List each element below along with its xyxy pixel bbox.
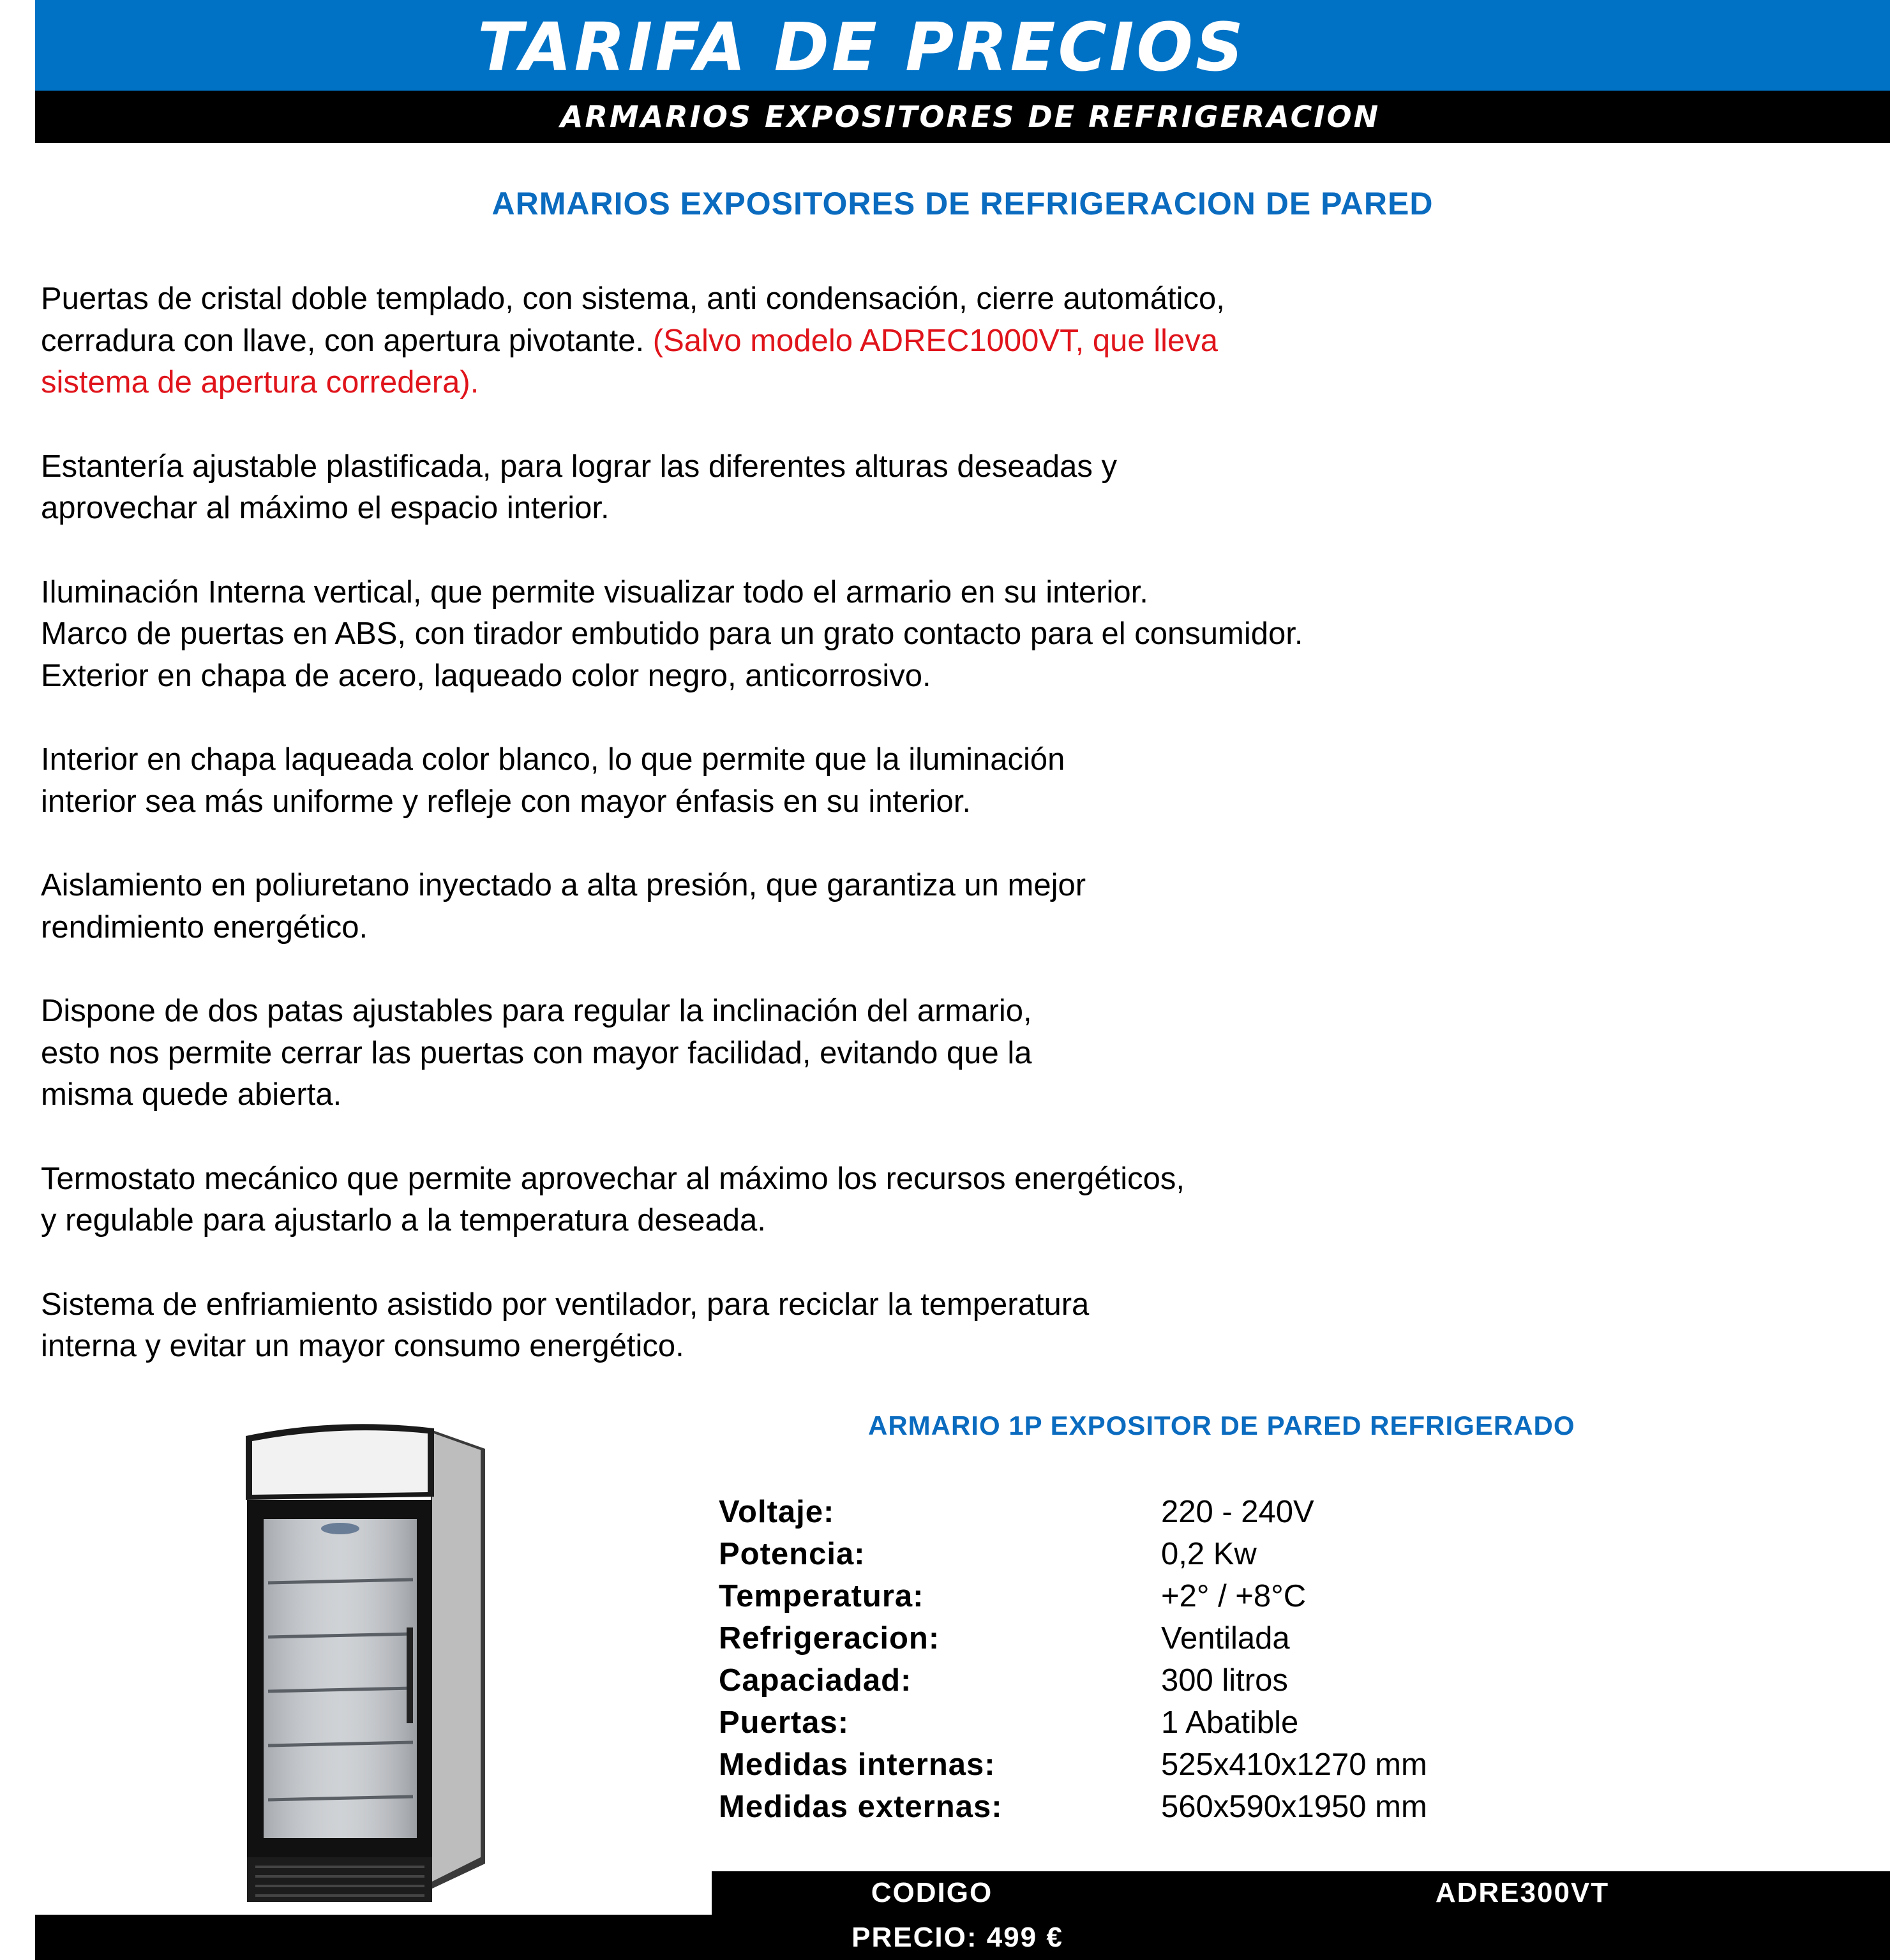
- description-line: cerradura con llave, con apertura pivotante.: [41, 323, 653, 358]
- description-paragraph: [41, 991, 1649, 1116]
- spec-label: Refrigeracion:: [719, 1621, 940, 1656]
- code-label: CODIGO: [871, 1877, 993, 1908]
- spec-value: 560x590x1950 mm: [1161, 1790, 1427, 1824]
- description-line: misma quede abierta.: [41, 1077, 342, 1112]
- description-line: Interior en chapa laqueada color blanco, lo que permite que la iluminación: [41, 742, 1065, 777]
- specifications-table: [719, 1491, 1676, 1828]
- description-paragraph: [41, 865, 1649, 948]
- spec-label: Medidas externas:: [719, 1790, 1003, 1824]
- description-note: sistema de apertura corredera).: [41, 365, 479, 400]
- spec-row: [719, 1575, 1676, 1617]
- spec-label: Medidas internas:: [719, 1747, 996, 1782]
- spec-label: Temperatura:: [719, 1579, 924, 1613]
- spec-row: [719, 1659, 1676, 1702]
- spec-value: 0,2 Kw: [1161, 1537, 1257, 1571]
- description-line: esto nos permite cerrar las puertas con mayor facilidad, evitando que la: [41, 1035, 1032, 1070]
- spec-row: [719, 1491, 1676, 1533]
- spec-value: 300 litros: [1161, 1663, 1288, 1698]
- description-line: aprovechar al máximo el espacio interior.: [41, 491, 610, 525]
- product-heading: ARMARIO 1P EXPOSITOR DE PARED REFRIGERADO: [868, 1410, 1575, 1440]
- spec-value: 220 - 240V: [1161, 1495, 1314, 1529]
- description-line: Iluminación Interna vertical, que permite visualizar todo el armario en su interior.: [41, 574, 1148, 610]
- description-line: interna y evitar un mayor consumo energético.: [41, 1329, 684, 1363]
- page-title: TARIFA DE PRECIOS: [477, 8, 1246, 86]
- description-paragraph: [41, 278, 1649, 404]
- spec-value: +2° / +8°C: [1161, 1579, 1307, 1613]
- page-subtitle: ARMARIOS EXPOSITORES DE REFRIGERACION: [560, 100, 1381, 134]
- spec-label: Capaciadad:: [719, 1663, 912, 1698]
- spec-label: Voltaje:: [719, 1495, 835, 1529]
- description-paragraph: [41, 572, 1649, 698]
- description-line: Estantería ajustable plastificada, para lograr las diferentes alturas deseadas y: [41, 449, 1118, 484]
- product-code: ADRE300VT: [1435, 1877, 1610, 1908]
- description-line: Puertas de cristal doble templado, con sistema, anti condensación, cierre automático,: [41, 281, 1225, 316]
- description-paragraph: [41, 1158, 1649, 1242]
- product-description: [41, 278, 1649, 1410]
- spec-label: Potencia:: [719, 1537, 866, 1571]
- description-line: Exterior en chapa de acero, laqueado color negro, anticorrosivo.: [41, 658, 931, 693]
- description-line: Termostato mecánico que permite aprovechar al máximo los recursos energéticos,: [41, 1161, 1185, 1196]
- spec-value: 1 Abatible: [1161, 1705, 1299, 1740]
- spec-value: Ventilada: [1161, 1621, 1290, 1656]
- description-line: interior sea más uniforme y refleje con mayor énfasis en su interior.: [41, 784, 971, 819]
- description-paragraph: [41, 739, 1649, 823]
- spec-row: [719, 1702, 1676, 1744]
- description-line: y regulable para ajustarlo a la temperatura deseada.: [41, 1203, 766, 1238]
- spec-value: 525x410x1270 mm: [1161, 1747, 1427, 1782]
- product-price: PRECIO: 499 €: [851, 1922, 1063, 1953]
- description-note: (Salvo modelo ADREC1000VT, que lleva: [652, 323, 1218, 358]
- spec-label: Puertas:: [719, 1705, 850, 1740]
- description-line: Marco de puertas en ABS, con tirador embutido para un grato contacto para el consumidor.: [41, 617, 1303, 651]
- spec-row: [719, 1617, 1676, 1659]
- spec-row: [719, 1744, 1676, 1786]
- description-line: Sistema de enfriamiento asistido por ventilador, para reciclar la temperatura: [41, 1287, 1090, 1322]
- description-paragraph: [41, 446, 1649, 530]
- description-line: rendimiento energético.: [41, 909, 368, 945]
- spec-row: [719, 1533, 1676, 1575]
- spec-row: [719, 1786, 1676, 1828]
- refrigerated-display-cabinet-icon: [233, 1417, 491, 1908]
- description-line: Dispone de dos patas ajustables para regular la inclinación del armario,: [41, 994, 1032, 1028]
- description-line: Aislamiento en poliuretano inyectado a alta presión, que garantiza un mejor: [41, 868, 1086, 902]
- section-heading: ARMARIOS EXPOSITORES DE REFRIGERACION DE PARED: [491, 186, 1434, 221]
- description-paragraph: [41, 1284, 1649, 1368]
